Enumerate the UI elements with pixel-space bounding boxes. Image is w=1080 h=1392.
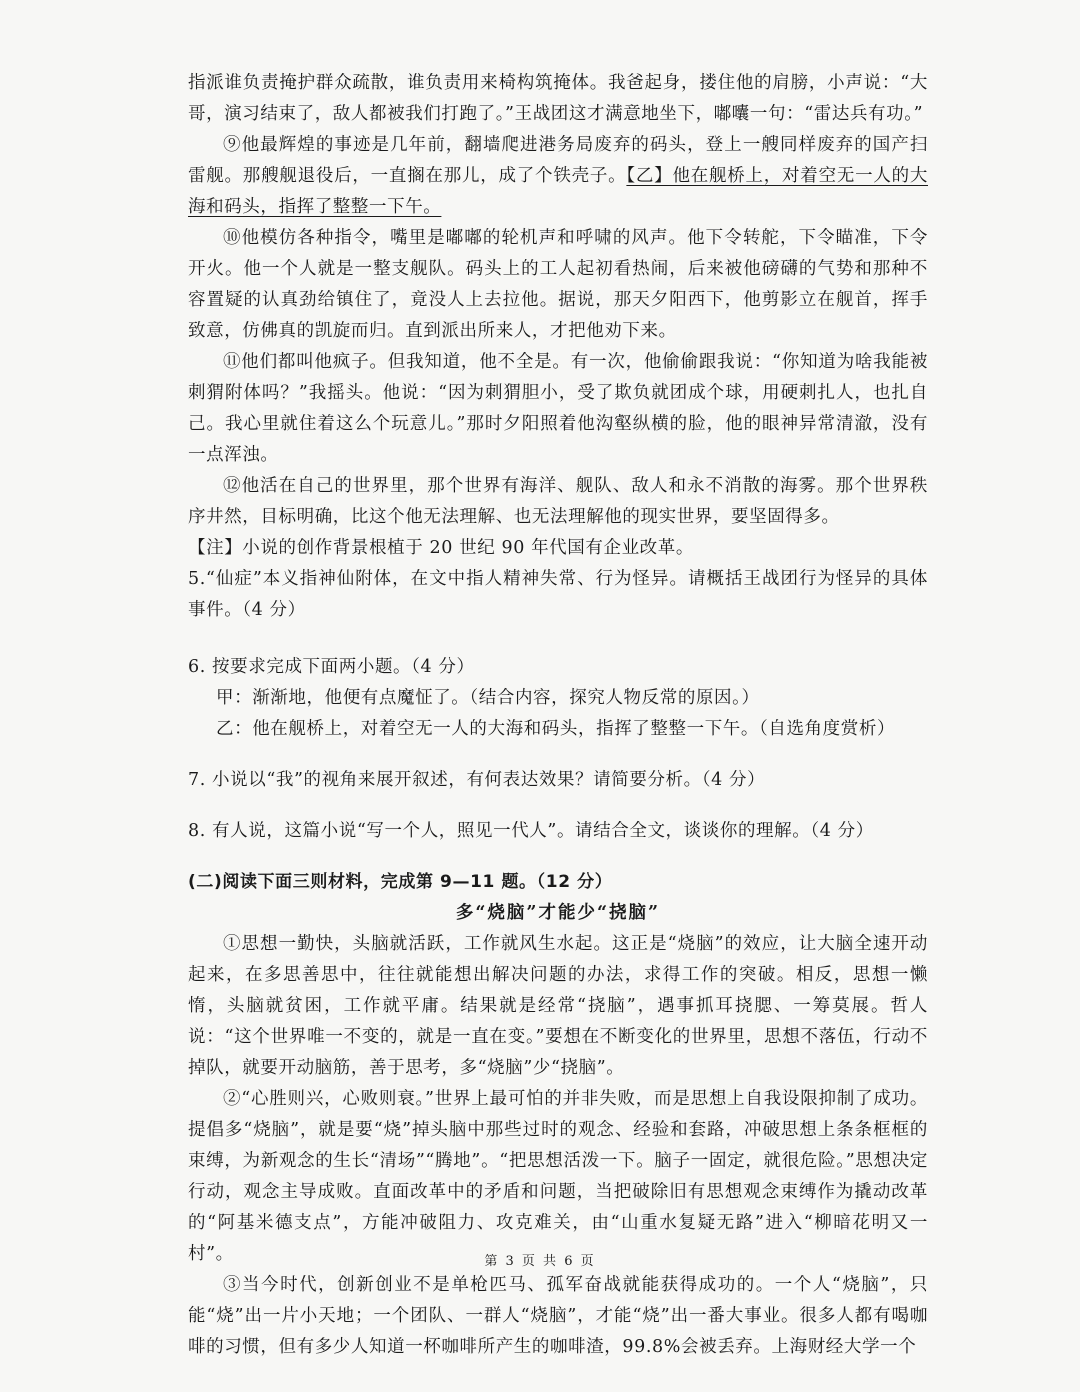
- story-paragraph-9: [188, 130, 928, 223]
- page-number: 第 3 页 共 6 页: [484, 1254, 596, 1269]
- article-paragraph-2: ②“心胜则兴，心败则衰。”世界上最可怕的并非失败，而是思想上自我设限抑制了成功。提倡多“烧脑”，就是要“烧”掉头脑中那些过时的观念、经验和套路，冲破思想上条条框框的束缚，为新观念的生长“清场”“腾地”。“把思想活泼一下。脑子一固定，就很危险。”思想决定行动，观念主导成败。直面改革中的矛盾和问题，当把破除旧有思想观念束缚作为撬动改革的“阿基米德支点”，方能冲破阻力、攻克难关，由“山重水复疑无路”进入“柳暗花明又一村”。: [188, 1089, 928, 1264]
- article-title: 多“烧脑”才能少“挠脑”: [455, 903, 661, 923]
- article-paragraph-1: ①思想一勤快，头脑就活跃，工作就风生水起。这正是“烧脑”的效应，让大脑全速开动起来，在多思善思中，往往就能想出解决问题的办法，求得工作的突破。相反，思想一懒惰，头脑就贫困，工作就平庸。结果就是经常“挠脑”，遇事抓耳挠腮、一筹莫展。哲人说：“这个世界唯一不变的，就是一直在变。”要想在不断变化的世界里，思想不落伍，行动不掉队，就要开动脑筋，善于思考，多“烧脑”少“挠脑”。: [188, 934, 928, 1078]
- question-6: 6. 按要求完成下面两小题。（4 分）: [188, 657, 475, 677]
- question-6-part-b: 乙：他在舰桥上，对着空无一人的大海和码头，指挥了整整一下午。（自选角度赏析）: [216, 719, 896, 739]
- background-note: 【注】小说的创作背景根植于 20 世纪 90 年代国有企业改革。: [188, 538, 694, 558]
- p9-underlined-passage-yi: 【乙】他在舰桥上，对着空无一人的大海和码头，指挥了整整一下午。: [188, 166, 928, 217]
- question-5: 5.“仙症”本义指神仙附体，在文中指人精神失常、行为怪异。请概括王战团行为怪异的具体事件。（4 分）: [188, 569, 928, 620]
- question-7: 7. 小说以“我”的视角来展开叙述，有何表达效果？请简要分析。（4 分）: [188, 770, 766, 790]
- story-paragraph-12: ⑫他活在自己的世界里，那个世界有海洋、舰队、敌人和永不消散的海雾。那个世界秩序井然，目标明确，比这个他无法理解、也无法理解他的现实世界，要坚固得多。: [188, 476, 928, 527]
- question-8: 8. 有人说，这篇小说“写一个人，照见一代人”。请结合全文，谈谈你的理解。（4 分）: [188, 821, 874, 841]
- story-paragraph-10: ⑩他模仿各种指令，嘴里是嘟嘟的轮机声和呼啸的风声。他下令转舵，下令瞄准，下令开火。他一个人就是一整支舰队。码头上的工人起初看热闹，后来被他磅礴的气势和那种不容置疑的认真劲给镇住了，竟没人上去拉他。据说，那天夕阳西下，他剪影立在舰首，挥手致意，仿佛真的凯旋而归。直到派出所来人，才把他劝下来。: [188, 228, 928, 341]
- section-2-header: (二)阅读下面三则材料，完成第 9—11 题。（12 分）: [188, 872, 613, 892]
- story-paragraph-continued: 指派谁负责掩护群众疏散，谁负责用来椅构筑掩体。我爸起身，搂住他的肩膀，小声说：“大哥，演习结束了，敌人都被我们打跑了。”王战团这才满意地坐下，嘟囔一句：“雷达兵有功。”: [188, 73, 928, 124]
- question-6-part-a: 甲：渐渐地，他便有点魔怔了。（结合内容，探究人物反常的原因。）: [216, 688, 760, 708]
- story-paragraph-11: ⑪他们都叫他疯子。但我知道，他不全是。有一次，他偷偷跟我说：“你知道为啥我能被刺猬附体吗？”我摇头。他说：“因为刺猬胆小，受了欺负就团成个球，用硬刺扎人，也扎自己。我心里就住着这么个玩意儿。”那时夕阳照着他沟壑纵横的脸，他的眼神异常清澈，没有一点浑浊。: [188, 352, 928, 465]
- p9-text: ⑨他最辉煌的事迹是几年前，翻墙爬进港务局废弃的码头，登上一艘同样废弃的国产扫雷舰。那艘舰退役后，一直搁在那儿，成了个铁壳子。: [188, 135, 928, 186]
- page-content: [188, 68, 928, 1363]
- article-paragraph-3: ③当今时代，创新创业不是单枪匹马、孤军奋战就能获得成功的。一个人“烧脑”，只能“烧”出一片小天地；一个团队、一群人“烧脑”，才能“烧”出一番大事业。很多人都有喝咖啡的习惯，但有多少人知道一杯咖啡所产生的咖啡渣，99.8%会被丢弃。上海财经大学一个: [188, 1275, 928, 1357]
